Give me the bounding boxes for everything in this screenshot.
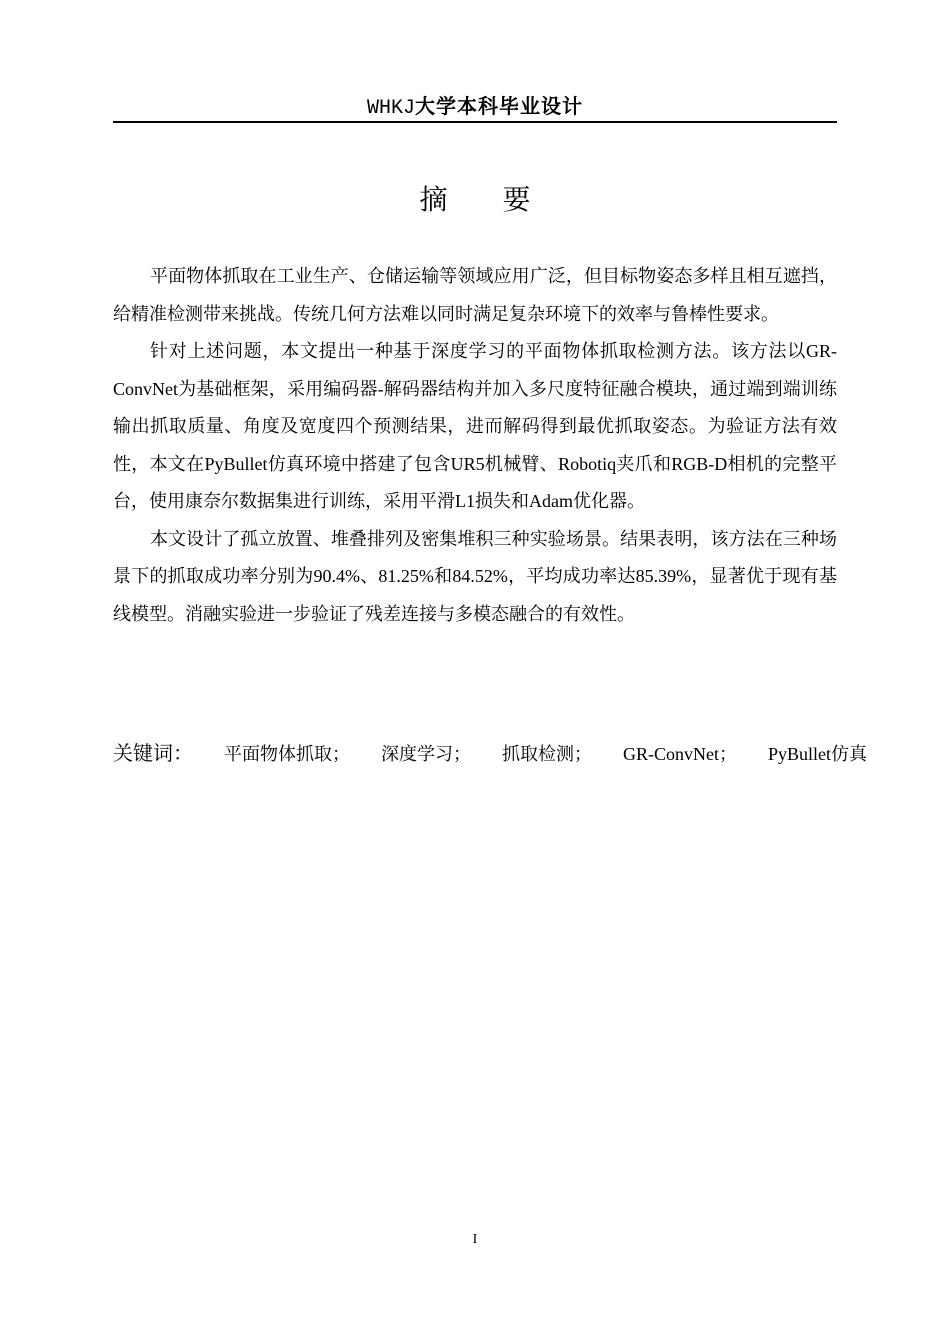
abstract-paragraph-3: 本文设计了孤立放置、堆叠排列及密集堆积三种实验场景。结果表明，该方法在三种场景下的抓取成功率分别为90.4%、81.25%和84.52%，平均成功率达85.39%，显著优于现有基线模型。消融实验进一步验证了残差连接与多模态融合的有效性。 [113,528,837,624]
keywords-line [113,735,868,772]
header-title: 大学本科毕业设计 [415,94,583,118]
page-number: I [472,1232,478,1247]
header-prefix: WHKJ [366,97,415,120]
running-header [113,92,837,120]
header-rule [113,121,837,123]
keyword-item: GR-ConvNet； [623,744,737,764]
abstract-paragraph-2: 针对上述问题，本文提出一种基于深度学习的平面物体抓取检测方法。该方法以GR-ConvNet为基础框架，采用编码器-解码器结构并加入多尺度特征融合模块，通过端到端训练输出抓取质量、角度及宽度四个预测结果，进而解码得到最优抓取姿态。为验证方法有效性，本文在PyBullet仿真环境中搭建了包含UR5机械臂、Robotiq夹爪和RGB-D相机的完整平台，使用康奈尔数据集进行训练，采用平滑L1损失和Adam优化器。 [113,341,837,511]
keyword-item: 平面物体抓取； [224,744,350,764]
keywords-label: 关键词： [113,741,193,765]
abstract-paragraph-1: 平面物体抓取在工业生产、仓储运输等领域应用广泛，但目标物姿态多样且相互遮挡，给精准检测带来挑战。传统几何方法难以同时满足复杂环境下的效率与鲁棒性要求。 [113,266,837,324]
keyword-item: PyBullet仿真 [768,744,868,764]
keyword-item: 抓取检测； [502,744,592,764]
abstract-title: 摘要 [419,183,586,216]
keyword-item: 深度学习； [381,744,471,764]
abstract-body [113,258,837,633]
